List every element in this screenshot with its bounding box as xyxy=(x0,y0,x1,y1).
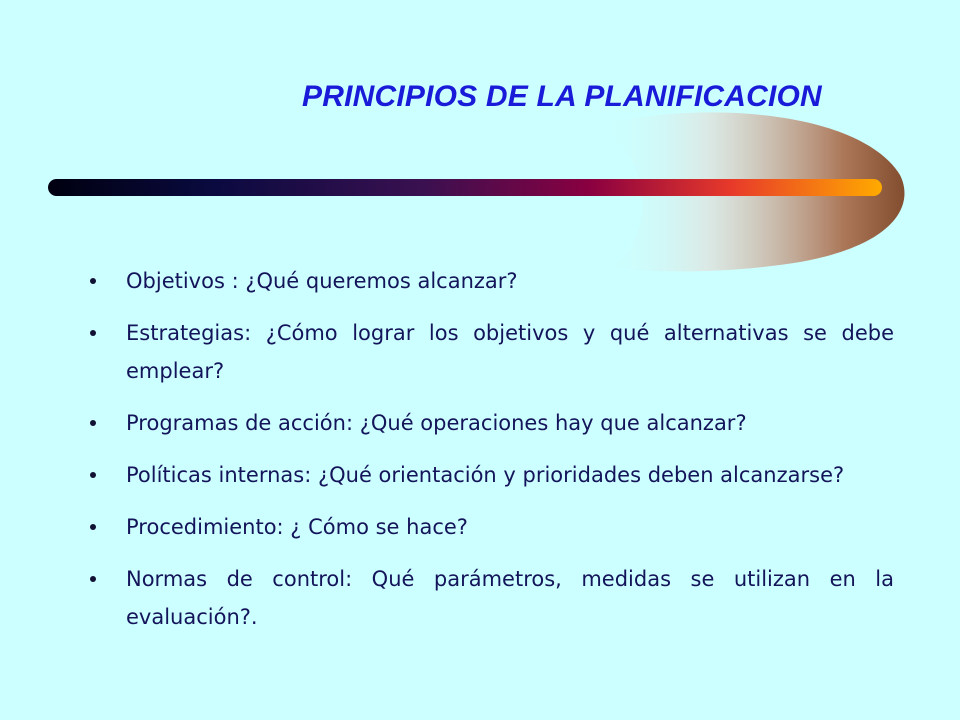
bullet-text: Normas de control: Qué parámetros, medidas se utilizan en la evaluación?. xyxy=(126,567,894,629)
bullet-item-programas xyxy=(86,404,894,442)
bullet-dot-icon xyxy=(90,278,96,284)
bullet-dot-icon xyxy=(90,576,96,582)
bullet-text: Estrategias: ¿Cómo lograr los objetivos y qué alternativas se debe emplear? xyxy=(126,321,894,383)
gradient-bar xyxy=(48,179,882,196)
bullet-text: Programas de acción: ¿Qué operaciones hay que alcanzar? xyxy=(126,411,747,435)
bullet-item-normas xyxy=(86,560,894,636)
bullet-item-procedimiento xyxy=(86,508,894,546)
bullet-item-objetivos xyxy=(86,262,894,300)
bullet-item-politicas xyxy=(86,456,894,494)
bullet-text: Objetivos : ¿Qué queremos alcanzar? xyxy=(126,269,518,293)
bullet-dot-icon xyxy=(90,472,96,478)
bullet-list xyxy=(86,262,894,650)
bullet-dot-icon xyxy=(90,330,96,336)
bullet-text: Procedimiento: ¿ Cómo se hace? xyxy=(126,515,468,539)
bullet-item-estrategias xyxy=(86,314,894,390)
bullet-dot-icon xyxy=(90,524,96,530)
bullet-text: Políticas internas: ¿Qué orientación y prioridades deben alcanzarse? xyxy=(126,463,845,487)
slide-title: PRINCIPIOS DE LA PLANIFICACION xyxy=(302,80,822,113)
bullet-dot-icon xyxy=(90,420,96,426)
